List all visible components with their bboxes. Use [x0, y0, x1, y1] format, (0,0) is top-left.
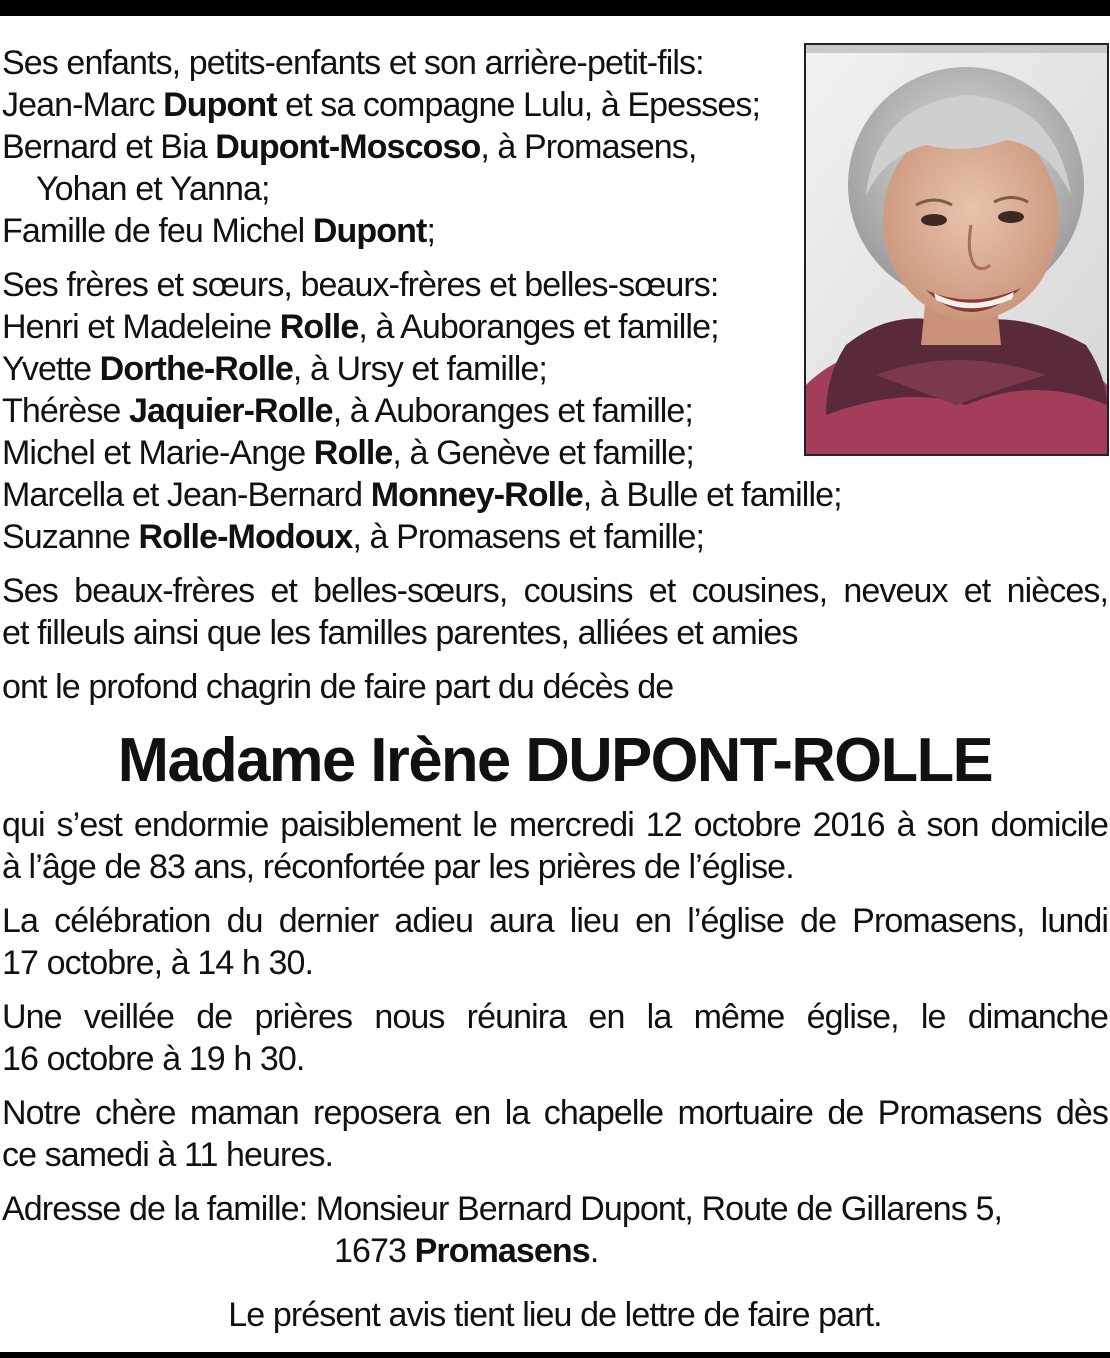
- child-line-4: Famille de feu Michel Dupont;: [2, 212, 435, 250]
- sibling-line-2: Yvette Dorthe-Rolle, à Ursy et famille;: [2, 350, 547, 388]
- children-heading: Ses enfants, petits-enfants et son arrière-petit-fils:: [2, 44, 704, 82]
- rest-line-2: ce samedi à 11 heures.: [2, 1136, 334, 1174]
- siblings-heading: Ses frères et sœurs, beaux-frères et belles-sœurs:: [2, 266, 719, 304]
- vigil-line-2: 16 octobre à 19 h 30.: [2, 1040, 305, 1078]
- top-rule: [0, 0, 1110, 16]
- ceremony-line-1: La célébration du dernier adieu aura lieu en l’église de Promasens, lundi: [2, 902, 1108, 940]
- announce-text: ont le profond chagrin de faire part du décès de: [2, 668, 674, 706]
- child-line-3: Yohan et Yanna;: [36, 170, 270, 208]
- closing-text: Le présent avis tient lieu de lettre de faire part.: [228, 1296, 882, 1334]
- sibling-line-5: Marcella et Jean-Bernard Monney-Rolle, à Bulle et famille;: [2, 476, 842, 514]
- child-line-2: Bernard et Bia Dupont-Moscoso, à Promasens,: [2, 128, 697, 166]
- sibling-line-4: Michel et Marie-Ange Rolle, à Genève et famille;: [2, 434, 694, 472]
- child-line-1: Jean-Marc Dupont et sa compagne Lulu, à Epesses;: [2, 86, 761, 124]
- others-line-1: Ses beaux-frères et belles-sœurs, cousins et cousines, neveux et nièces,: [2, 572, 1108, 610]
- ceremony-line-2: 17 octobre, à 14 h 30.: [2, 944, 314, 982]
- sibling-line-3: Thérèse Jaquier-Rolle, à Auboranges et famille;: [2, 392, 693, 430]
- vigil-line-1: Une veillée de prières nous réunira en la même église, le dimanche: [2, 998, 1108, 1036]
- address-line-2: 1673 Promasens.: [334, 1232, 599, 1270]
- address-line-1: Adresse de la famille: Monsieur Bernard Dupont, Route de Gillarens 5,: [2, 1190, 1003, 1228]
- portrait-photo: [804, 43, 1109, 456]
- sibling-line-1: Henri et Madeleine Rolle, à Auboranges et famille;: [2, 308, 719, 346]
- deceased-name: Madame Irène DUPONT-ROLLE: [117, 726, 993, 795]
- bottom-rule: [0, 1352, 1110, 1358]
- death-line-2: à l’âge de 83 ans, réconfortée par les prières de l’église.: [2, 848, 794, 886]
- sibling-line-6: Suzanne Rolle-Modoux, à Promasens et famille;: [2, 518, 705, 556]
- others-line-2: et filleuls ainsi que les familles parentes, alliées et amies: [2, 614, 798, 652]
- death-line-1: qui s’est endormie paisiblement le mercredi 12 octobre 2016 à son domicile: [2, 806, 1108, 844]
- rest-line-1: Notre chère maman reposera en la chapelle mortuaire de Promasens dès: [2, 1094, 1108, 1132]
